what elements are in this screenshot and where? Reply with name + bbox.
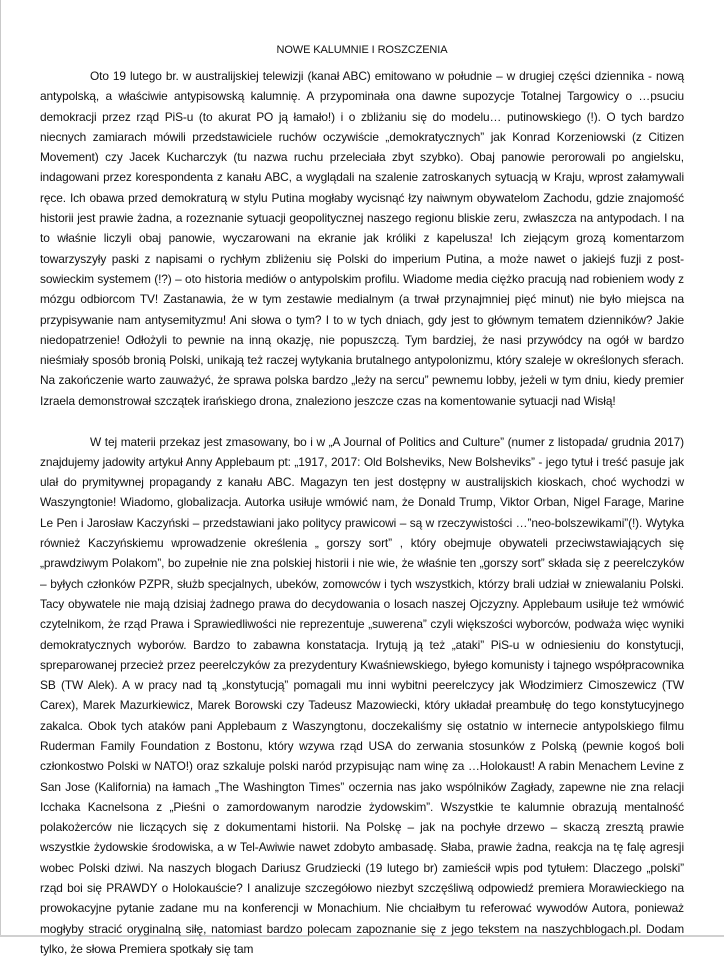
- paragraph-1: Oto 19 lutego br. w australijskiej telewizji (kanał ABC) emitowano w południe – w drugiej części dziennika - nową antypolską, a właściwie antypisowską kalumnię. A przypominała ona dawne supozycje Totalnej Targowicy o …psuciu demokracji przez rząd PiS-u (to akurat PO ją łamało!) i o zbliżaniu się do modelu… putinowskiego (!). O tych bardzo niecnych zamiarach mówili przedstawiciele ruchów oczywiście „demokratycznych” jak Konrad Korzeniowski (z Citizen Movement) czy Jacek Kucharczyk (tu nazwa ruchu przeleciała zbyt szybko). Obaj panowie perorowali po angielsku, indagowani przez korespondenta z kanału ABC, a wyglądali na szalenie zatroskanych sytuacją w Kraju, wprost załamywali ręce. Ich obawa przed demokraturą w stylu Putina mogłaby wycisnąć łzy naiwnym obywatelom Zachodu, gdzie znajomość historii jest prawie żadna, a rozeznanie sytuacji geopolitycznej naszego regionu bliskie zeru, zwłaszcza na antypodach. I na to właśnie liczyli obaj panowie, wyczarowani na ekranie jak króliki z kapelusza! Ich ziejącym grozą komentarzom towarzyszyły paski z napisami o rychłym zbliżeniu się Polski do imperium Putina, a może nawet o jakiejś fuzji z post-sowieckim systemem (!?) – oto historia mediów o antypolskim profilu. Wiadome media ciężko pracują nad robieniem wody z mózgu odbiorcom TV! Zastanawia, że w tym zestawie medialnym (a trwał przynajmniej pięć minut) nie było miejsca na przypisywanie nam antysemityzmu! Ani słowa o tym? I to w tych dniach, gdy jest to głównym tematem dzienników? Jakie niedopatrzenie! Odłożyli to pewnie na inną okazję, nie popuszczą. Tym bardziej, że nasi przywódcy na ogół w bardzo nieśmiały sposób bronią Polski, unikają też raczej wytykania brutalnego antypolonizmu, który szaleje w określonych sferach. Na zakończenie warto zauważyć, że sprawa polska bardzo „leży na sercu” pewnemu lobby, jeżeli w tym dniu, kiedy premier Izraela demonstrował szczątek irańskiego drona, znaleziono jeszcze czas na komentowanie sytuacji nad Wisłą!: [40, 69, 684, 408]
- document-page: [40, 40, 684, 980]
- document-title: NOWE KALUMNIE I ROSZCZENIA: [276, 44, 448, 56]
- paragraph-2: W tej materii przekaz jest zmasowany, bo i w „A Journal of Politics and Culture” (numer z listopada/ grudnia 2017) znajdujemy jadowity artykuł Anny Applebaum pt: „1917, 2017: Old Bolsheviks, New Bolsheviks” - jego tytuł i treść pasuje jak ulał do prymitywnej propagandy z kanału ABC. Magazyn ten jest dostępny w australijskich kioskach, choć wychodzi w Waszyngtonie! Wiadomo, globalizacja. Autorka usiłuje wmówić nam, że Donald Trump, Viktor Orban, Nigel Farage, Marine Le Pen i Jarosław Kaczyński – przedstawiani jako politycy prawicowi – są w rzeczywistości …”neo-bolszewikami”(!). Wytyka również Kaczyńskiemu wprowadzenie określenia „ gorszy sort” , który obejmuje obywateli przeciwstawiających się „prawdziwym Polakom”, bo zupełnie nie zna polskiej historii i nie wie, że właśnie ten „gorszy sort” składa się z peerelczyków – byłych członków PZPR, służb specjalnych, ubeków, zomowców i tych wszystkich, którzy brali udział w zniewalaniu Polski. Tacy obywatele nie mają dzisiaj żadnego prawa do decydowania o losach naszej Ojczyzny. Applebaum usiłuje też wmówić czytelnikom, że rząd Prawa i Sprawiedliwości nie reprezentuje „suwerena” czyli większości wyborców, podważa więc wyniki demokratycznych wyborów. Bardzo to zabawna konstatacja. Irytują ją też „ataki” PiS-u w odniesieniu do konstytucji, spreparowanej przecież przez peerelczyków za prezydentury Kwaśniewskiego, byłego komunisty i tajnego współpracownika SB (TW Alek). A w pracy nad tą „konstytucją” pomagali mu inni wybitni peerelczycy jak Włodzimierz Cimoszewicz (TW Carex), Marek Mazurkiewicz, Marek Borowski czy Tadeusz Mazowiecki, który układał preambułę do tego konstytucyjnego zakalca. Obok tych ataków pani Applebaum z Waszyngtonu, doczekaliśmy się ostatnio w internecie antypolskiego filmu Ruderman Family Foundation z Bostonu, który wzywa rząd USA do zerwania stosunków z Polską (pewnie kogoś boli członkostwo Polski w NATO!) oraz szkaluje polski naród przypisując nam winę za …Holokaust! A rabin Menachem Levine z San Jose (Kalifornia) na łamach „The Washington Times” oczernia nas jako wspólników Zagłady, zapewne nie zna relacji Icchaka Kacnelsona z „Pieśni o zamordowanym narodzie żydowskim”. Wszystkie te kalumnie obrazują mentalność polakożerców nie liczących się z dokumentami historii. Na Polskę – jak na pochyłe drzewo – skaczą zresztą prawie wszystkie żydowskie środowiska, a w Tel-Awiwie nawet zdobyto ambasadę. Słaba, prawie żadna, reakcja na tę falę agresji wobec Polski dziwi. Na naszych blogach Dariusz Grudziecki (19 lutego br) zamieścił wpis pod tytułem: Dlaczego „polski” rząd boi się PRAWDY o Holokauście? I analizuje szczegółowo niezbyt szczęśliwą odpowiedź premiera Morawieckiego na prowokacyjne pytanie zadane mu na konferencji w Monachium. Nie chciałbym tu referować wywodów Autora, ponieważ mogłyby stracić oryginalną siłę, natomiast bardzo polecam zapoznanie się z jego tekstem na naszychblogach.pl. Dodam tylko, że słowa Premiera spotkały się tam: [40, 434, 684, 956]
- page-border-left: [0, 0, 1, 937]
